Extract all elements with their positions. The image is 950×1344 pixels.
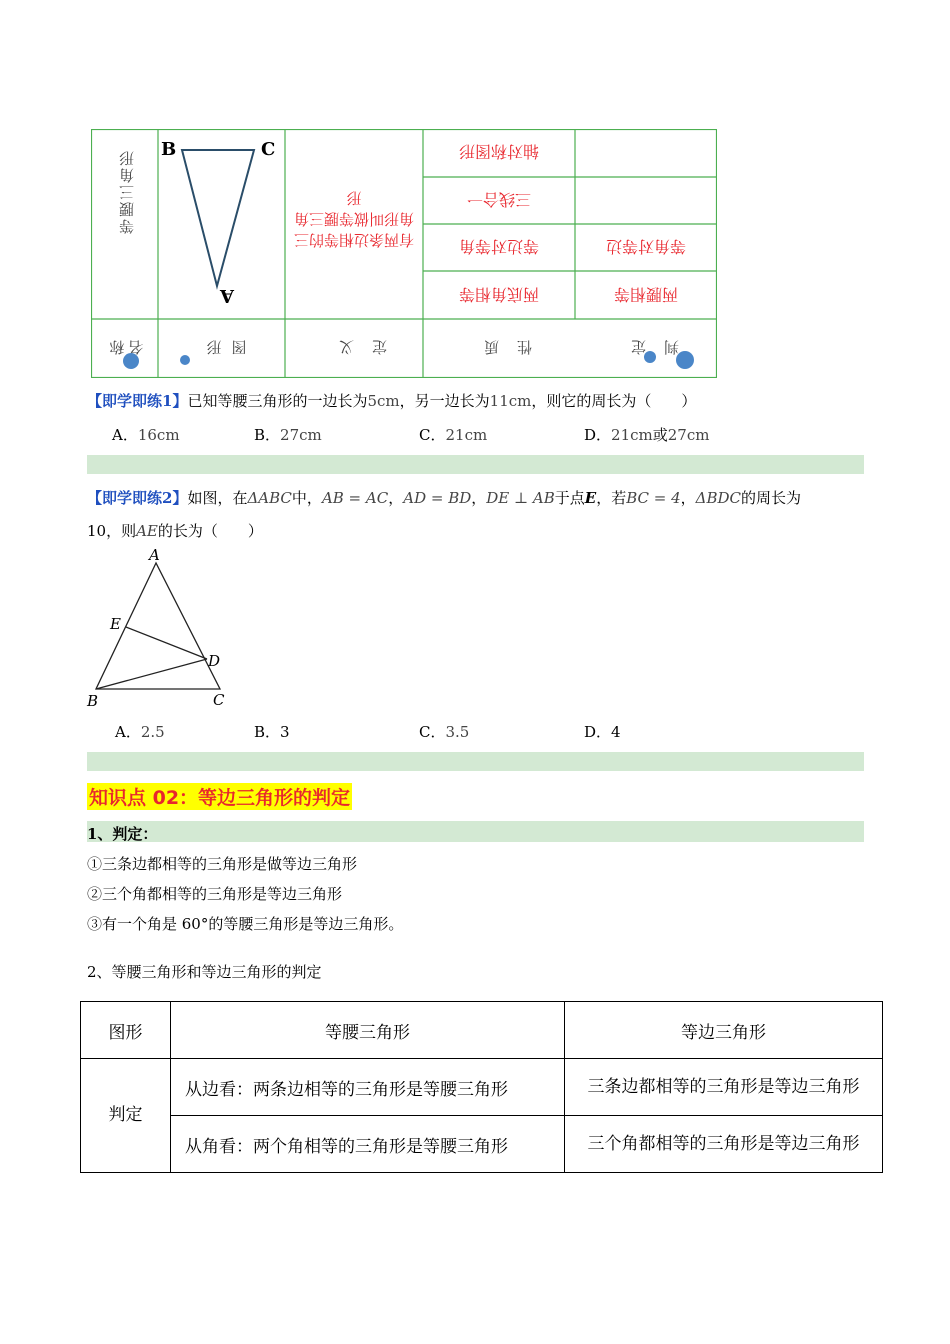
header-figure: 图形 — [81, 1002, 171, 1059]
exercise-2-figure — [84, 545, 234, 715]
ex1-text3: ，则它的周长为（ ） — [531, 392, 697, 410]
vertex-label-b: B — [161, 139, 177, 160]
vertex-label-a: A — [220, 285, 234, 306]
exercise-2-question: 【即学即练2】如图，在ΔABC中，AB = AC，AD = BD，DE ⊥ AB于点E，若BC = 4，ΔBDC的周长为 — [87, 489, 802, 507]
property-1: 三线合一 — [467, 190, 532, 209]
vertex-label-c: C — [261, 139, 276, 160]
ex1-option-a[interactable]: A．16cm — [112, 426, 180, 444]
fig-label-a: A — [149, 546, 160, 564]
ex1-text1: 已知等腰三角形的一边长为 — [187, 392, 368, 410]
divider-bar-2 — [87, 752, 864, 771]
ex2-option-a[interactable]: A．2.5 — [115, 723, 165, 741]
header-equilateral: 等边三角形 — [565, 1002, 883, 1059]
cell-isosceles-angle: 从角看：两个角相等的三角形是等腰三角形 — [171, 1116, 565, 1173]
footer-judge: 判定 — [613, 338, 680, 356]
subheading-1: 1、判定： — [87, 825, 158, 843]
definition-text: 有两条边相等的三角形叫做等腰三角形 — [294, 189, 415, 249]
fig-label-b: B — [87, 692, 99, 710]
rotated-summary-table — [91, 129, 717, 378]
ex2-option-d[interactable]: D．4 — [584, 723, 621, 741]
footer-property: 性质 — [466, 338, 533, 356]
property-2: 两底角相等 — [459, 285, 540, 304]
divider-bar-1 — [87, 455, 864, 474]
rule-item-1: ①三条边都相等的三角形是做等边三角形 — [87, 855, 358, 873]
exercise-1-question — [87, 390, 696, 411]
isosceles-triangle-figure — [182, 150, 254, 286]
ex1-option-c[interactable]: C．21cm — [419, 426, 488, 444]
fig-label-e: E — [110, 615, 121, 633]
ex1-option-b[interactable]: B．27cm — [254, 426, 322, 444]
section-title: 知识点 02：等边三角形的判定 — [87, 783, 352, 810]
judge-right-1: 两腰相等 — [614, 285, 679, 304]
fig-label-d: D — [208, 652, 221, 670]
rule-item-3: ③有一个角是 60°的等腰三角形是等边三角形。 — [87, 915, 404, 933]
rule-item-2: ②三个角都相等的三角形是等边三角形 — [87, 885, 343, 903]
footer-name: 名称 — [105, 338, 144, 356]
row-head-judge: 判定 — [81, 1059, 171, 1173]
ex1-text2: ，另一边长为 — [399, 392, 490, 410]
subheading-bar — [87, 821, 864, 842]
ex2-option-b[interactable]: B．3 — [254, 723, 290, 741]
ex1-value1: 5cm — [367, 392, 400, 410]
ex1-value2: 11cm — [489, 392, 532, 410]
footer-figure: 图形 — [196, 338, 247, 356]
property-0: 等边对等角 — [459, 237, 540, 256]
cell-equilateral-side: 三条边都相等的三角形是等边三角形 — [565, 1059, 883, 1116]
exercise-2-question-line2: 10，则AE的长为（ ） — [87, 522, 263, 540]
cell-equilateral-angle: 三个角都相等的三角形是等边三角形 — [565, 1116, 883, 1173]
exercise-2-tag: 【即学即练2】 — [87, 489, 188, 507]
row-label-isosceles: 等腰三角形 — [118, 149, 136, 234]
header-isosceles: 等腰三角形 — [171, 1002, 565, 1059]
ex1-option-d[interactable]: D．21cm或27cm — [584, 426, 710, 444]
fig-label-c: C — [213, 691, 225, 709]
judgement-table — [80, 1001, 883, 1173]
subheading-2: 2、等腰三角形和等边三角形的判定 — [87, 963, 322, 981]
judge-right-0: 等角对等边 — [606, 237, 687, 256]
cell-isosceles-side: 从边看：两条边相等的三角形是等腰三角形 — [171, 1059, 565, 1116]
footer-definition: 定义 — [321, 338, 388, 356]
ex2-option-c[interactable]: C．3.5 — [419, 723, 470, 741]
top-right-text: 轴对称图形 — [459, 142, 540, 161]
exercise-1-tag: 【即学即练1】 — [87, 392, 188, 410]
